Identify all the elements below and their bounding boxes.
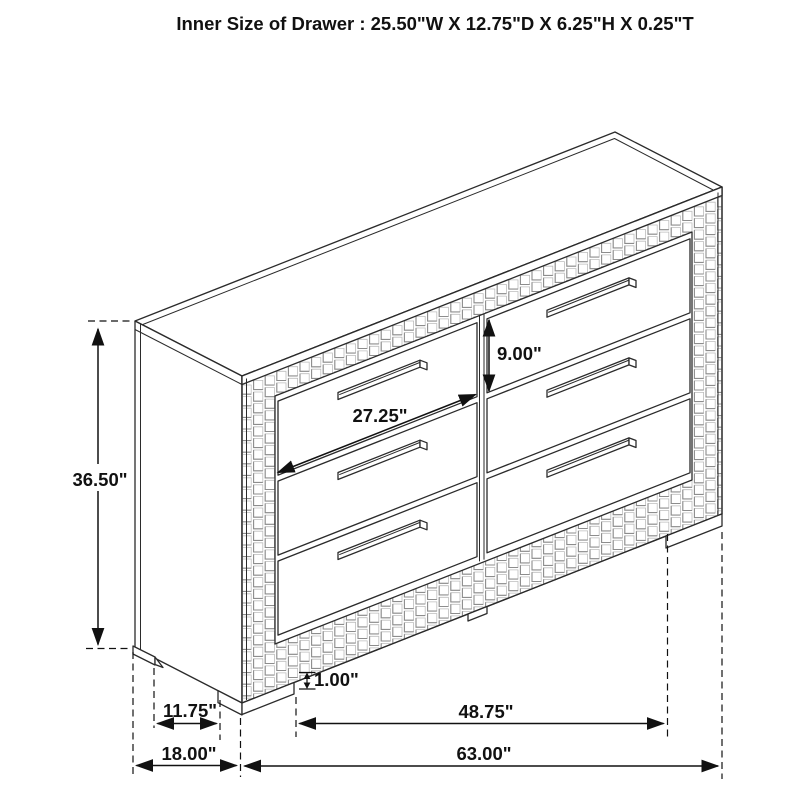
leg-spacing-width-label: 48.75": [458, 701, 514, 722]
dimension-base-height: [299, 669, 359, 690]
diagram-title: Inner Size of Drawer : 25.50"W X 12.75"D X 6.25"H X 0.25"T: [176, 13, 694, 34]
dimension-overall-height: [70, 321, 133, 649]
overall-height-label: 36.50": [72, 469, 128, 490]
leg-spacing-depth-label: 11.75": [162, 700, 218, 721]
overall-depth-label: 18.00": [161, 743, 217, 764]
dresser-drawing: [133, 132, 727, 715]
drawer-front-height-label: 9.00": [497, 343, 542, 364]
drawer-front-width-label: 27.25": [352, 405, 408, 426]
overall-width-label: 63.00": [456, 743, 512, 764]
base-height-label: 1.00": [314, 669, 359, 690]
dresser-side-face: [135, 321, 242, 703]
